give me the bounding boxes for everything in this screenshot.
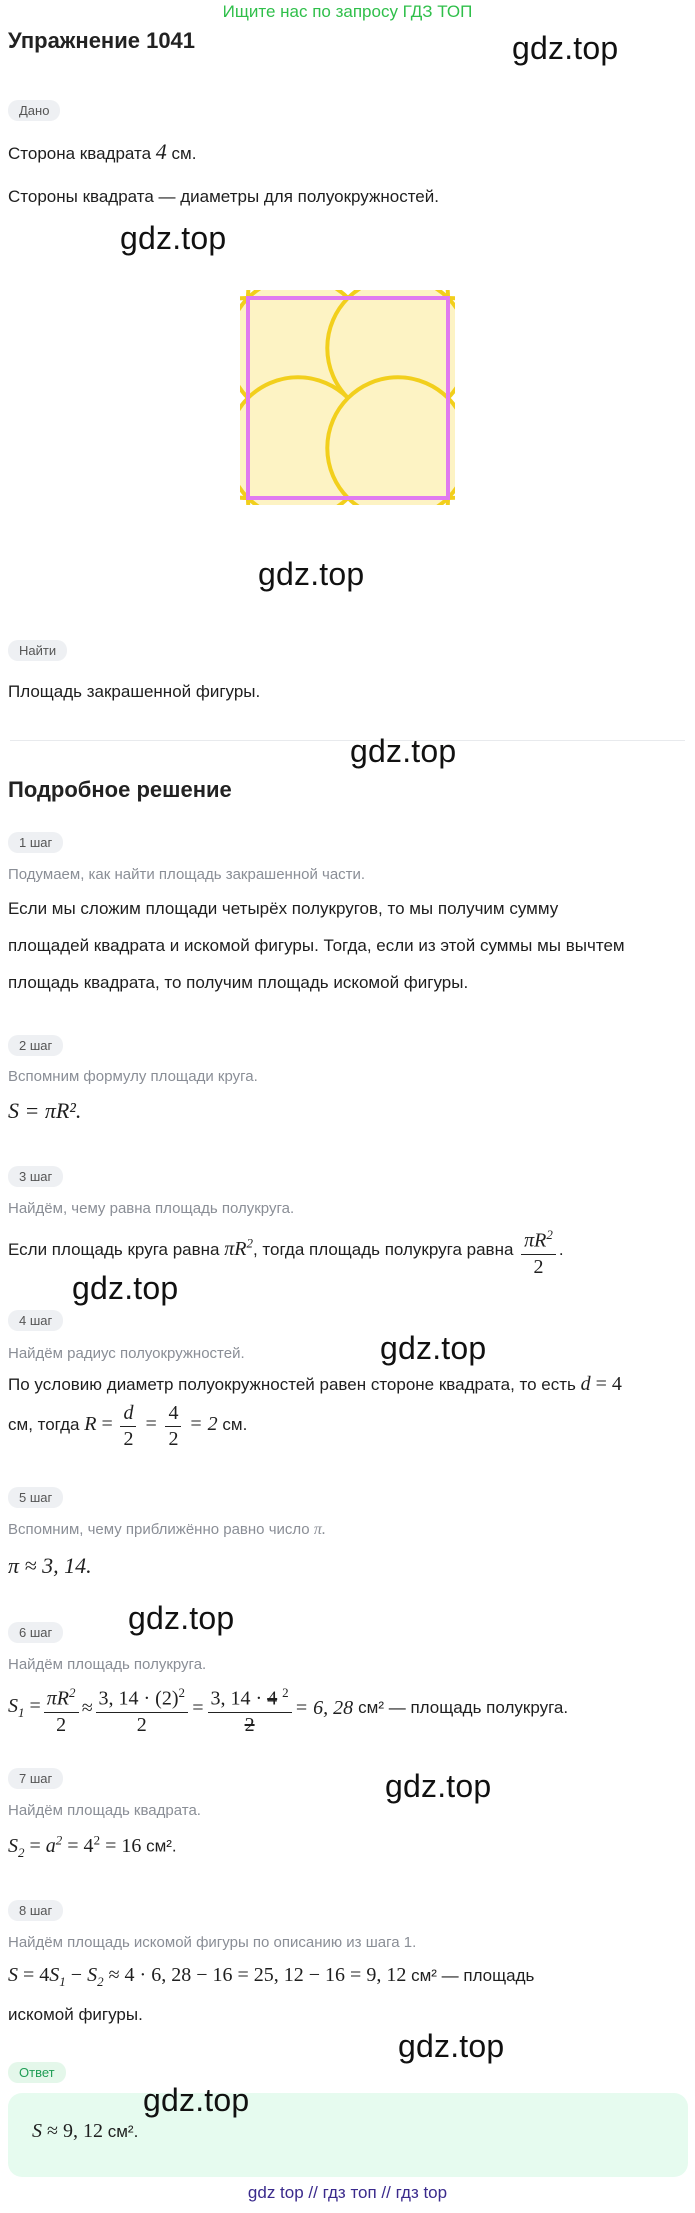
square-petals-figure bbox=[240, 290, 455, 505]
step-4-badge: 4 шаг bbox=[8, 1310, 63, 1331]
page-title: Упражнение 1041 bbox=[8, 28, 196, 53]
answer-text: S ≈ 9, 12 см². bbox=[32, 2120, 139, 2142]
solution-title: Подробное решение bbox=[8, 777, 232, 802]
divider bbox=[10, 740, 685, 741]
step-5-hint: Вспомним, чему приближённо равно число π. bbox=[8, 1521, 326, 1538]
top-search-link[interactable]: Ищите нас по запросу ГДЗ ТОП bbox=[222, 2, 473, 21]
watermark: gdz.top bbox=[143, 2082, 250, 2118]
step-7-formula: $S_2 = a^2 = 4^2 = 16$ см². bbox=[8, 1832, 177, 1860]
step-3-text: Если площадь круга равна $\pi R^2$, тогда площадь полукруга равна $\frac{\pi R^2}{2}$ . bbox=[8, 1222, 564, 1279]
watermark: gdz.top bbox=[258, 556, 365, 592]
shaded-petals bbox=[240, 290, 455, 505]
step-8-formula: $S = 4S_1 - S_2 \approx 4 \cdot 6$, 28 − 16 = 25, 12 − 16 = 9, 12 см² — площадь bbox=[8, 1964, 535, 1989]
step-8-hint: Найдём площадь искомой фигуры по описанию из шага 1. bbox=[8, 1934, 417, 1951]
watermark: gdz.top bbox=[128, 1600, 235, 1636]
footer-links[interactable]: gdz top // гдз топ // гдз top bbox=[247, 2183, 448, 2202]
step-2-badge: 2 шаг bbox=[8, 1035, 63, 1056]
find-badge: Найти bbox=[8, 640, 67, 661]
given-badge: Дано bbox=[8, 100, 60, 121]
step-2-hint: Вспомним формулу площади круга. bbox=[8, 1068, 258, 1085]
step-4-text-1: По условию диаметр полуокружностей равен стороне квадрата, то есть d = 4 bbox=[8, 1373, 622, 1395]
watermark: gdz.top bbox=[380, 1330, 487, 1366]
answer-badge: Ответ bbox=[8, 2062, 66, 2083]
find-text: Площадь закрашенной фигуры. bbox=[8, 682, 261, 701]
step-3-hint: Найдём, чему равна площадь полукруга. bbox=[8, 1200, 295, 1217]
watermark: gdz.top bbox=[512, 30, 619, 66]
given-line-2: Стороны квадрата — диаметры для полуокружностей. bbox=[8, 187, 439, 206]
step-1-text-3: площадь квадрата, то получим площадь искомой фигуры. bbox=[8, 973, 469, 992]
step-8-badge: 8 шаг bbox=[8, 1900, 63, 1921]
step-6-badge: 6 шаг bbox=[8, 1622, 63, 1643]
watermark: gdz.top bbox=[350, 733, 457, 769]
step-2-formula: S = πR². bbox=[8, 1098, 82, 1123]
watermark: gdz.top bbox=[398, 2028, 505, 2064]
watermark: gdz.top bbox=[120, 220, 227, 256]
step-5-formula: π ≈ 3, 14. bbox=[8, 1553, 92, 1578]
step-1-text-2: площадей квадрата и искомой фигуры. Тогда, если из этой суммы мы вычтем bbox=[8, 936, 625, 955]
step-7-hint: Найдём площадь квадрата. bbox=[8, 1802, 201, 1819]
watermark: gdz.top bbox=[72, 1270, 179, 1306]
step-5-badge: 5 шаг bbox=[8, 1487, 63, 1508]
watermark: gdz.top bbox=[385, 1768, 492, 1804]
step-6-formula: $S_1$ = $\frac{\pi R^2}{2}$ ≈ $\frac{3, 14 \cdot (2)^2}{2}$ = $\frac{3, 14 \cdot 4 ^2}{2}$ = 6, 28 см² — площадь полукруга. bbox=[8, 1680, 568, 1737]
step-1-hint: Подумаем, как найти площадь закрашенной части. bbox=[8, 866, 366, 883]
step-7-badge: 7 шаг bbox=[8, 1768, 63, 1789]
step-1-badge: 1 шаг bbox=[8, 832, 63, 853]
step-4-text-2: см, тогда R = $\frac{d}{2}$ = $\frac{4}{2}$ = 2 см. bbox=[8, 1402, 248, 1450]
step-1-text-1: Если мы сложим площади четырёх полукругов, то мы получим сумму bbox=[8, 899, 559, 918]
step-6-hint: Найдём площадь полукруга. bbox=[8, 1656, 207, 1673]
step-8-text-2: искомой фигуры. bbox=[8, 2005, 143, 2024]
given-line-1: Сторона квадрата 4 см. bbox=[8, 139, 197, 164]
step-4-hint: Найдём радиус полуокружностей. bbox=[8, 1345, 245, 1362]
step-3-badge: 3 шаг bbox=[8, 1166, 63, 1187]
